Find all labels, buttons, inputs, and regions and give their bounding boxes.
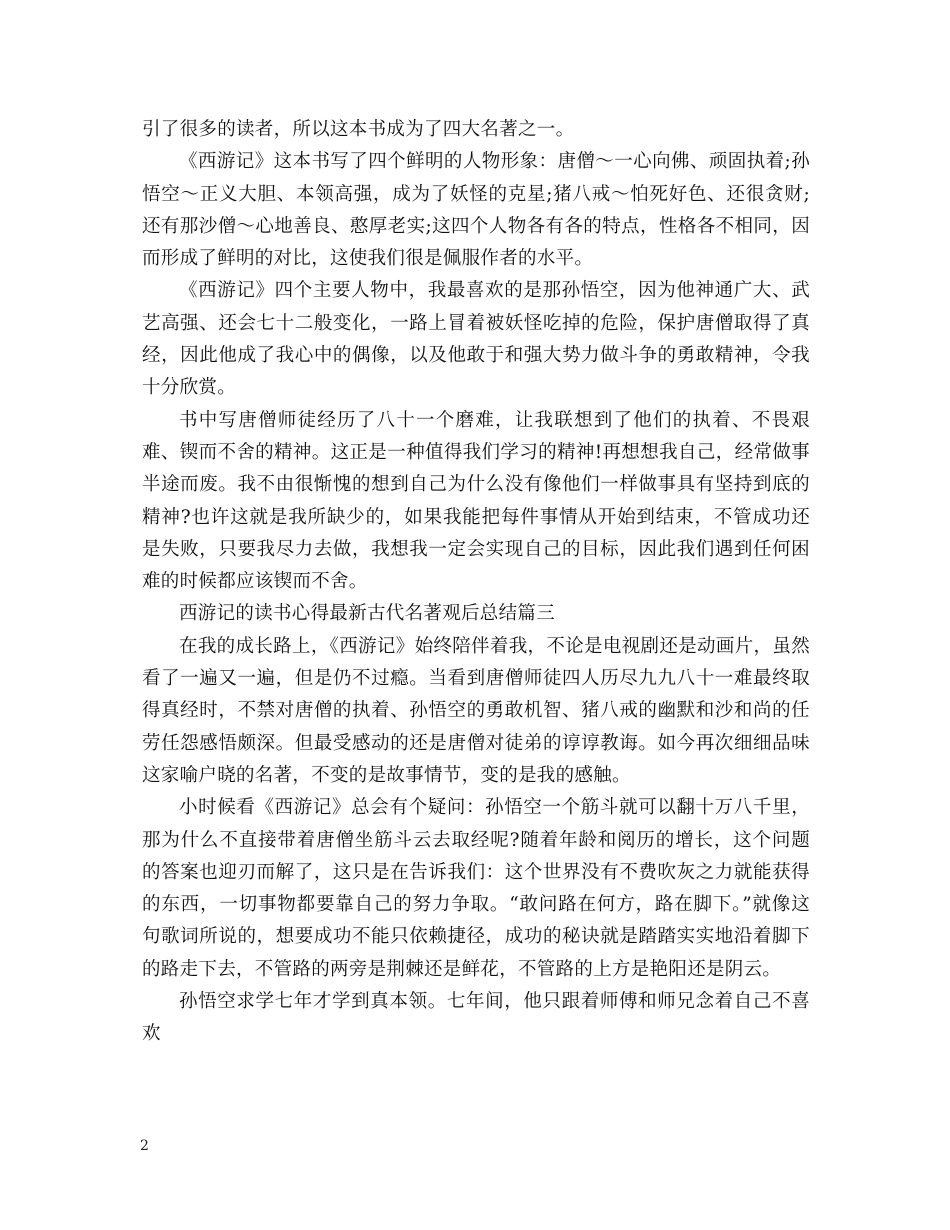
paragraph-continuation: 引了很多的读者，所以这本书成为了四大名著之一。 (142, 119, 575, 140)
page-number: 2 (140, 1138, 149, 1154)
paragraph-perseverance: 书中写唐僧师徒经历了八十一个磨难，让我联想到了他们的执着、不畏艰难、锲而不舍的精神。这正是一种值得我们学习的精神!再想想我自己，经常做事半途而废。我不由很惭愧的想到自己为什么没有像他们一样做事具有坚持到底的精神?也许这就是我所缺少的，如果我能把每件事情从开始到结束，不管成功还是失败，只要我尽力去做，我想我一定会实现自己的目标，因此我们遇到任何困难的时候都应该锲而不舍。 (142, 409, 810, 593)
paragraph-seven-years: 孙悟空求学七年才学到真本领。七年间，他只跟着师傅和师兄念着自己不喜欢 (142, 991, 810, 1045)
paragraph-growth: 在我的成长路上，《西游记》始终陪伴着我，不论是电视剧还是动画片，虽然看了一遍又一遍，但是仍不过瘾。当看到唐僧师徒四人历尽九九八十一难最终取得真经时，不禁对唐僧的执着、孙悟空的勇敢机智、猪八戒的幽默和沙和尚的任劳任怨感悟颇深。但最受感动的还是唐僧对徒弟的谆谆教诲。如今再次细细品味这家喻户晓的名著，不变的是故事情节，变的是我的感触。 (142, 635, 810, 786)
document-body (142, 114, 810, 1051)
paragraph-characters: 《西游记》这本书写了四个鲜明的人物形象：唐僧～一心向佛、顽固执着;孙悟空～正义大胆、本领高强，成为了妖怪的克星;猪八戒～怕死好色、还很贪财;还有那沙僧～心地善良、憨厚老实;这四个人物各有各的特点，性格各不相同，因而形成了鲜明的对比，这使我们很是佩服作者的水平。 (142, 151, 810, 270)
paragraph-childhood-question: 小时候看《西游记》总会有个疑问：孙悟空一个筋斗就可以翻十万八千里，那为什么不直接带着唐僧坐筋斗云去取经呢?随着年龄和阅历的增长，这个问题的答案也迎刃而解了，这只是在告诉我们：这个世界没有不费吹灰之力就能获得的东西，一切事物都要靠自己的努力争取。“敢问路在何方，路在脚下。”就像这句歌词所说的，想要成功不能只依赖捷径，成功的秘诀就是踏踏实实地沿着脚下的路走下去，不管路的两旁是荆棘还是鲜花，不管路的上方是艳阳还是阴云。 (142, 797, 810, 980)
paragraph-favorite-character: 《西游记》四个主要人物中，我最喜欢的是那孙悟空，因为他神通广大、武艺高强、还会七十二般变化，一路上冒着被妖怪吃掉的危险，保护唐僧取得了真经，因此他成了我心中的偶像，以及他敢于和强大势力做斗争的勇敢精神，令我十分欣赏。 (142, 280, 810, 399)
section-heading: 西游记的读书心得最新古代名著观后总结篇三 (179, 603, 556, 625)
